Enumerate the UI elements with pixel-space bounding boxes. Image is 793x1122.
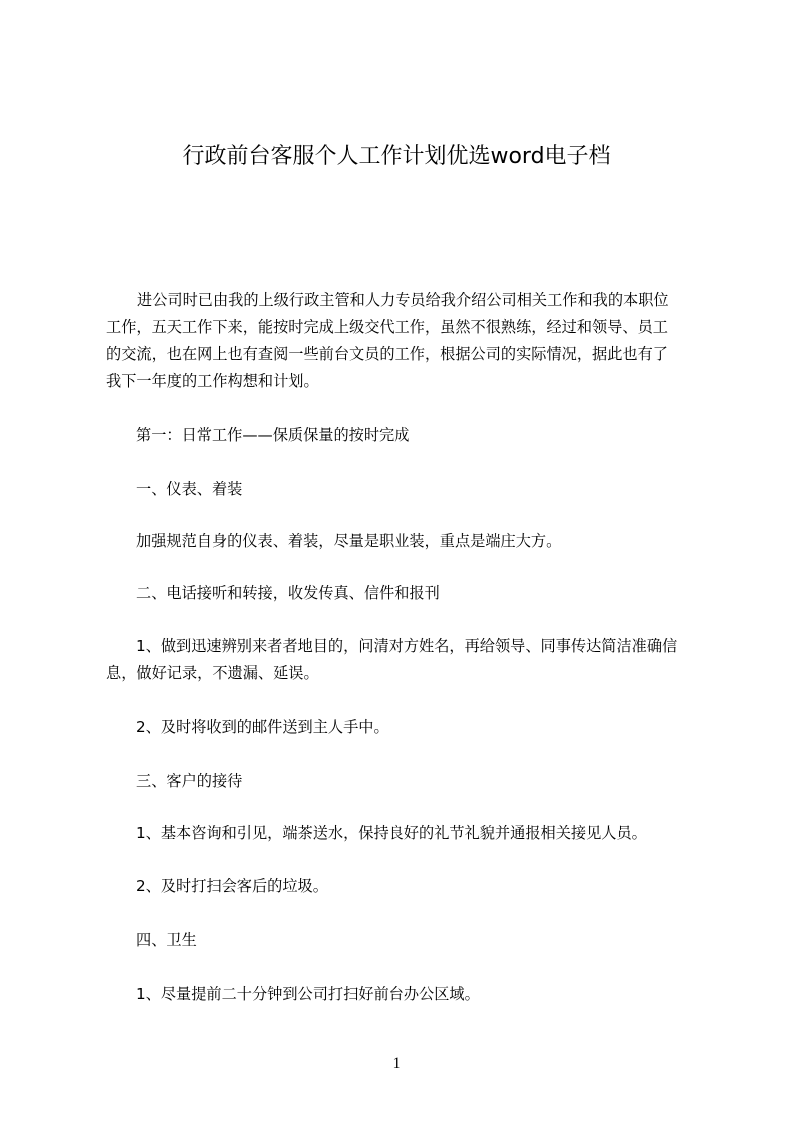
intro-line: 我下一年度的工作构想和计划。: [106, 372, 319, 390]
heading-appearance: 一、仪表、着装: [136, 480, 243, 498]
intro-paragraph: [106, 287, 706, 395]
intro-line: 工作，五天工作下来，能按时完成上级交代工作，虽然不很熟练，经过和领导、员工: [106, 318, 668, 336]
paragraph-phone-item-1: [106, 633, 716, 687]
intro-line: 的交流，也在网上也有查阅一些前台文员的工作，根据公司的实际情况，据此也有了: [106, 345, 668, 363]
heading-phone: 二、电话接听和转接，收发传真、信件和报刊: [136, 584, 440, 602]
document-title: 行政前台客服个人工作计划优选word电子档: [182, 144, 611, 169]
paragraph-appearance: 加强规范自身的仪表、着装，尽量是职业装，重点是端庄大方。: [136, 532, 562, 550]
paragraph-line: 1、做到迅速辨别来者者地目的，问清对方姓名，再给领导、同事传达简洁准确信: [136, 637, 678, 655]
heading-hygiene: 四、卫生: [136, 931, 197, 949]
paragraph-reception-item-1: 1、基本咨询和引见，端茶送水，保持良好的礼节礼貌并通报相关接见人员。: [136, 824, 647, 842]
intro-line: 进公司时已由我的上级行政主管和人力专员给我介绍公司相关工作和我的本职位: [137, 291, 669, 309]
paragraph-hygiene-item-1: 1、尽量提前二十分钟到公司打扫好前台办公区域。: [136, 985, 480, 1003]
heading-reception: 三、客户的接待: [136, 772, 243, 790]
paragraph-phone-item-2: 2、及时将收到的邮件送到主人手中。: [136, 718, 389, 736]
paragraph-reception-item-2: 2、及时打扫会客后的垃圾。: [136, 877, 328, 895]
page-number: 1: [392, 1055, 401, 1072]
paragraph-line: 息，做好记录，不遗漏、延误。: [106, 664, 319, 682]
section-one-heading: 第一：日常工作——保质保量的按时完成: [136, 426, 410, 444]
